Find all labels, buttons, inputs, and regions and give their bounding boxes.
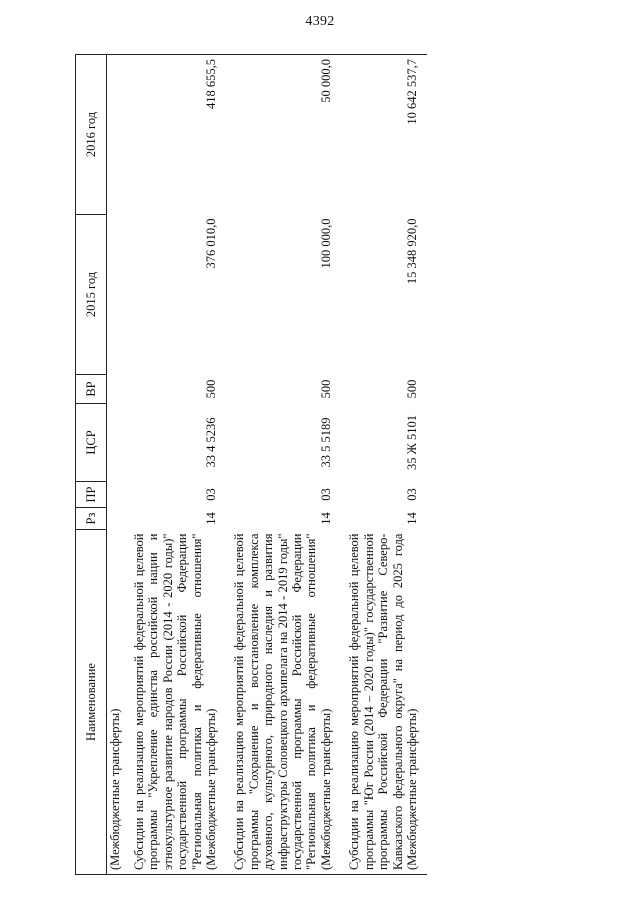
- row-pr: 03: [404, 488, 419, 501]
- row-csr: 33 5 5189: [318, 417, 333, 468]
- row-2015: 100 000,0: [318, 218, 333, 269]
- row-vr: 500: [204, 379, 219, 399]
- header-rz: Рз: [76, 508, 107, 530]
- row-rz: 14: [404, 512, 419, 525]
- row-vr: 500: [404, 379, 419, 399]
- row-rz: 14: [318, 512, 333, 525]
- rotated-table-container: [75, 55, 605, 875]
- header-csr: ЦСР: [76, 404, 107, 482]
- row-vr: 500: [318, 379, 333, 399]
- row-2016: 10 642 537,7: [341, 55, 427, 215]
- row-2016: 418 655,5: [126, 55, 226, 215]
- table-row: [341, 55, 427, 875]
- row-2015: 376 010,0: [204, 218, 219, 269]
- table-row: [126, 55, 226, 875]
- row-csr: 33 4 5236: [204, 417, 219, 468]
- row-pr: 03: [204, 488, 219, 501]
- header-2016: 2016 год: [76, 55, 107, 215]
- row-name: Субсидии на реализацию мероприятий федеральной целевой программы "Юг России (2014 – 2020 годы)" государственной программы Российской Федерации "Развитие Северо-Кавказского федерального округа" на период до 2025 года (Межбюджетные трансферты): [341, 530, 427, 875]
- budget-table: [75, 54, 427, 875]
- row-csr: 35 Ж 5101: [404, 415, 419, 470]
- header-name: Наименование: [76, 530, 107, 875]
- row-rz: 14: [204, 512, 219, 525]
- row-name: Субсидии на реализацию мероприятий федеральной целевой программы "Укрепление единства российской нации и этнокультурное развитие народов России (2014 - 2020 годы)" государственной программы Российской Федерации "Региональная политика и федеративные отношения" (Межбюджетные трансферты): [126, 530, 226, 875]
- continuation-row: [107, 55, 127, 875]
- table-body: [107, 55, 428, 875]
- row-name: Субсидии на реализацию мероприятий федеральной целевой программы "Сохранение и восстановление комплекса духовного, культурного, природного наследия и развития инфраструктуры Соловецкого архипелага на 2014 - 2019 годы" государственной программы Российской Федерации "Региональная политика и федеративные отношения" (Межбюджетные трансферты): [226, 530, 341, 875]
- header-vr: ВР: [76, 375, 107, 404]
- row-pr: 03: [318, 488, 333, 501]
- table-row: [226, 55, 341, 875]
- header-2015: 2015 год: [76, 215, 107, 375]
- header-row: [76, 55, 107, 875]
- table-header: [76, 55, 107, 875]
- row-2015: 15 348 920,0: [404, 218, 419, 285]
- page-number: 4392: [305, 14, 335, 29]
- header-pr: ПР: [76, 482, 107, 508]
- continuation-text: (Межбюджетные трансферты): [107, 530, 127, 875]
- row-2016: 50 000,0: [226, 55, 341, 215]
